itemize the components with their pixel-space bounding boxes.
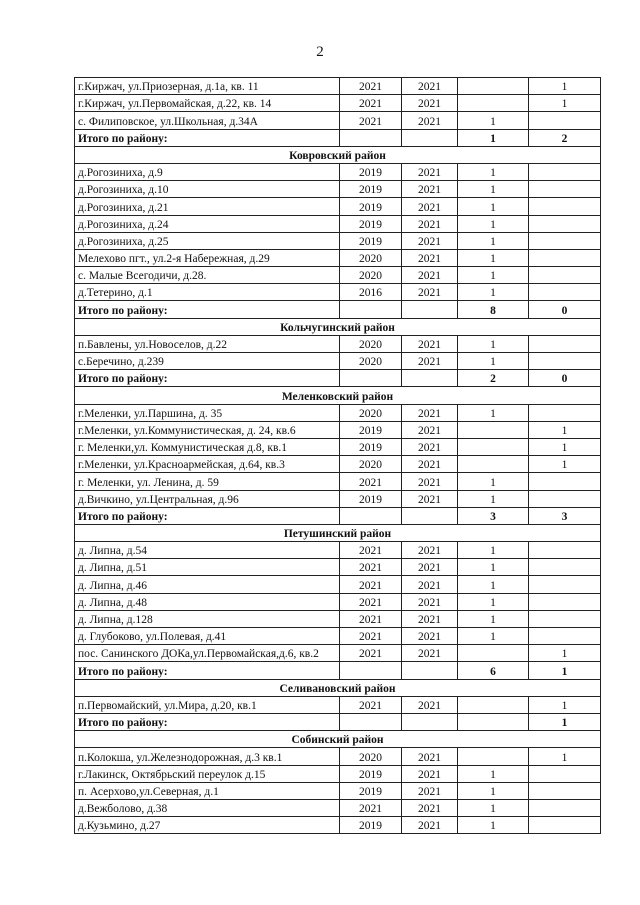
empty-cell <box>402 370 458 387</box>
year-cell: 2021 <box>402 267 458 284</box>
table-body <box>75 78 601 834</box>
address-cell: пос. Санинского ДОКа,ул.Первомайская,д.6, кв.2 <box>75 645 340 662</box>
count-a-cell: 1 <box>458 404 529 421</box>
district-name: Селивановский район <box>75 679 601 696</box>
year-cell: 2019 <box>340 232 402 249</box>
address-cell: д.Кузьмино, д.27 <box>75 817 340 834</box>
table-row <box>75 696 601 713</box>
district-header-row <box>75 387 601 404</box>
count-a-cell: 1 <box>458 473 529 490</box>
address-cell: с.Беречино, д.239 <box>75 353 340 370</box>
district-total-row <box>75 301 601 318</box>
year-cell: 2021 <box>402 645 458 662</box>
year-cell: 2021 <box>340 696 402 713</box>
year-cell: 2021 <box>340 628 402 645</box>
total-count-a: 6 <box>458 662 529 679</box>
table-row <box>75 576 601 593</box>
empty-cell <box>402 713 458 730</box>
table-row <box>75 628 601 645</box>
empty-cell <box>402 129 458 146</box>
year-cell: 2021 <box>402 782 458 799</box>
count-b-cell <box>529 542 601 559</box>
count-b-cell <box>529 112 601 129</box>
year-cell: 2021 <box>340 112 402 129</box>
count-b-cell <box>529 353 601 370</box>
year-cell: 2021 <box>402 765 458 782</box>
count-a-cell <box>458 95 529 112</box>
year-cell: 2019 <box>340 765 402 782</box>
year-cell: 2021 <box>402 473 458 490</box>
address-cell: д.Вежболово, д.38 <box>75 799 340 816</box>
year-cell: 2021 <box>402 610 458 627</box>
empty-cell <box>340 370 402 387</box>
year-cell: 2019 <box>340 817 402 834</box>
year-cell: 2021 <box>340 593 402 610</box>
year-cell: 2021 <box>402 748 458 765</box>
year-cell: 2021 <box>402 593 458 610</box>
empty-cell <box>402 301 458 318</box>
year-cell: 2021 <box>340 799 402 816</box>
address-cell: г.Меленки, ул.Красноармейская, д.64, кв.3 <box>75 456 340 473</box>
year-cell: 2021 <box>402 335 458 352</box>
total-count-a <box>458 713 529 730</box>
table-row <box>75 593 601 610</box>
count-b-cell <box>529 163 601 180</box>
total-count-b: 0 <box>529 301 601 318</box>
count-b-cell: 1 <box>529 95 601 112</box>
year-cell: 2021 <box>402 198 458 215</box>
table-row <box>75 490 601 507</box>
year-cell: 2021 <box>402 542 458 559</box>
table-row <box>75 610 601 627</box>
address-cell: д.Рогозиниха, д.9 <box>75 163 340 180</box>
year-cell: 2021 <box>402 421 458 438</box>
year-cell: 2021 <box>402 438 458 455</box>
count-b-cell <box>529 267 601 284</box>
count-a-cell: 1 <box>458 112 529 129</box>
year-cell: 2019 <box>340 438 402 455</box>
table-row <box>75 284 601 301</box>
district-total-row <box>75 370 601 387</box>
count-b-cell: 1 <box>529 456 601 473</box>
address-cell: п.Бавлены, ул.Новоселов, д.22 <box>75 335 340 352</box>
table-row <box>75 112 601 129</box>
count-a-cell <box>458 421 529 438</box>
address-cell: д.Рогозиниха, д.24 <box>75 215 340 232</box>
count-a-cell <box>458 78 529 95</box>
count-a-cell: 1 <box>458 284 529 301</box>
table-row <box>75 78 601 95</box>
table-row <box>75 645 601 662</box>
count-b-cell <box>529 799 601 816</box>
year-cell: 2021 <box>340 559 402 576</box>
empty-cell <box>340 129 402 146</box>
year-cell: 2021 <box>402 181 458 198</box>
year-cell: 2020 <box>340 267 402 284</box>
address-cell: г.Киржач, ул.Приозерная, д.1а, кв. 11 <box>75 78 340 95</box>
count-b-cell <box>529 765 601 782</box>
district-name: Кольчугинский район <box>75 318 601 335</box>
address-cell: п.Первомайский, ул.Мира, д.20, кв.1 <box>75 696 340 713</box>
count-a-cell: 1 <box>458 782 529 799</box>
year-cell: 2021 <box>402 490 458 507</box>
count-b-cell: 1 <box>529 438 601 455</box>
count-a-cell: 1 <box>458 576 529 593</box>
total-label: Итого по району: <box>75 507 340 524</box>
table-row <box>75 267 601 284</box>
address-cell: д. Липна, д.48 <box>75 593 340 610</box>
year-cell: 2021 <box>402 559 458 576</box>
district-header-row <box>75 318 601 335</box>
count-a-cell: 1 <box>458 817 529 834</box>
year-cell: 2021 <box>402 249 458 266</box>
address-cell: Мелехово пгт., ул.2-я Набережная, д.29 <box>75 249 340 266</box>
count-a-cell: 1 <box>458 799 529 816</box>
district-total-row <box>75 507 601 524</box>
empty-cell <box>340 507 402 524</box>
count-b-cell <box>529 610 601 627</box>
year-cell: 2019 <box>340 163 402 180</box>
total-count-a: 2 <box>458 370 529 387</box>
count-b-cell <box>529 404 601 421</box>
page-number: 2 <box>316 44 324 60</box>
count-b-cell: 1 <box>529 645 601 662</box>
count-a-cell: 1 <box>458 610 529 627</box>
year-cell: 2021 <box>402 404 458 421</box>
address-cell: д.Рогозиниха, д.25 <box>75 232 340 249</box>
address-cell: д.Вичкино, ул.Центральная, д.96 <box>75 490 340 507</box>
total-count-b: 1 <box>529 662 601 679</box>
year-cell: 2021 <box>402 353 458 370</box>
count-a-cell: 1 <box>458 163 529 180</box>
empty-cell <box>340 662 402 679</box>
total-label: Итого по району: <box>75 370 340 387</box>
count-a-cell: 1 <box>458 353 529 370</box>
district-name: Собинский район <box>75 731 601 748</box>
count-a-cell <box>458 645 529 662</box>
count-a-cell <box>458 696 529 713</box>
table-row <box>75 542 601 559</box>
count-a-cell <box>458 456 529 473</box>
year-cell: 2021 <box>402 232 458 249</box>
table-row <box>75 559 601 576</box>
table-row <box>75 404 601 421</box>
table-row <box>75 748 601 765</box>
address-cell: д. Липна, д.128 <box>75 610 340 627</box>
empty-cell <box>340 301 402 318</box>
address-cell: д. Липна, д.54 <box>75 542 340 559</box>
district-name: Меленковский район <box>75 387 601 404</box>
count-b-cell <box>529 284 601 301</box>
total-count-a: 8 <box>458 301 529 318</box>
count-b-cell <box>529 249 601 266</box>
year-cell: 2020 <box>340 456 402 473</box>
year-cell: 2021 <box>402 696 458 713</box>
year-cell: 2019 <box>340 490 402 507</box>
count-b-cell <box>529 559 601 576</box>
address-cell: г.Меленки, ул.Паршина, д. 35 <box>75 404 340 421</box>
total-label: Итого по району: <box>75 713 340 730</box>
address-cell: г.Киржач, ул.Первомайская, д.22, кв. 14 <box>75 95 340 112</box>
year-cell: 2021 <box>402 95 458 112</box>
table-row <box>75 198 601 215</box>
year-cell: 2019 <box>340 181 402 198</box>
year-cell: 2019 <box>340 215 402 232</box>
count-b-cell: 1 <box>529 748 601 765</box>
address-cell: г.Лакинск, Октябрьский переулок д.15 <box>75 765 340 782</box>
count-a-cell <box>458 748 529 765</box>
address-cell: г.Меленки, ул.Коммунистическая, д. 24, кв.6 <box>75 421 340 438</box>
district-total-row <box>75 129 601 146</box>
count-b-cell <box>529 593 601 610</box>
table-row <box>75 353 601 370</box>
count-b-cell <box>529 817 601 834</box>
count-a-cell: 1 <box>458 181 529 198</box>
count-b-cell <box>529 335 601 352</box>
count-a-cell: 1 <box>458 232 529 249</box>
year-cell: 2016 <box>340 284 402 301</box>
count-a-cell: 1 <box>458 593 529 610</box>
total-count-b: 3 <box>529 507 601 524</box>
district-total-row <box>75 713 601 730</box>
empty-cell <box>402 507 458 524</box>
count-b-cell <box>529 490 601 507</box>
table-row <box>75 249 601 266</box>
year-cell: 2021 <box>402 456 458 473</box>
table-row <box>75 421 601 438</box>
address-cell: с. Малые Всегодичи, д.28. <box>75 267 340 284</box>
table-row <box>75 765 601 782</box>
total-count-a: 1 <box>458 129 529 146</box>
table-row <box>75 163 601 180</box>
year-cell: 2019 <box>340 421 402 438</box>
count-b-cell <box>529 181 601 198</box>
address-cell: д. Липна, д.46 <box>75 576 340 593</box>
year-cell: 2021 <box>340 95 402 112</box>
year-cell: 2021 <box>402 78 458 95</box>
year-cell: 2019 <box>340 198 402 215</box>
year-cell: 2021 <box>402 215 458 232</box>
table-row <box>75 456 601 473</box>
table-row <box>75 438 601 455</box>
count-a-cell: 1 <box>458 215 529 232</box>
year-cell: 2021 <box>340 576 402 593</box>
table-row <box>75 799 601 816</box>
district-header-row <box>75 524 601 541</box>
count-b-cell: 1 <box>529 78 601 95</box>
count-b-cell <box>529 628 601 645</box>
table-row <box>75 782 601 799</box>
count-b-cell: 1 <box>529 421 601 438</box>
district-total-row <box>75 662 601 679</box>
total-count-a: 3 <box>458 507 529 524</box>
total-label: Итого по району: <box>75 662 340 679</box>
table-row <box>75 95 601 112</box>
year-cell: 2021 <box>340 645 402 662</box>
year-cell: 2021 <box>402 817 458 834</box>
year-cell: 2021 <box>402 628 458 645</box>
district-header-row <box>75 731 601 748</box>
year-cell: 2021 <box>402 163 458 180</box>
empty-cell <box>340 713 402 730</box>
total-count-b: 0 <box>529 370 601 387</box>
count-a-cell: 1 <box>458 542 529 559</box>
year-cell: 2021 <box>402 112 458 129</box>
address-cell: д.Рогозиниха, д.10 <box>75 181 340 198</box>
count-b-cell <box>529 215 601 232</box>
count-a-cell: 1 <box>458 198 529 215</box>
count-a-cell: 1 <box>458 249 529 266</box>
count-a-cell: 1 <box>458 335 529 352</box>
year-cell: 2020 <box>340 404 402 421</box>
housing-table <box>74 77 601 834</box>
year-cell: 2021 <box>340 78 402 95</box>
empty-cell <box>402 662 458 679</box>
table-row <box>75 181 601 198</box>
year-cell: 2020 <box>340 748 402 765</box>
count-a-cell: 1 <box>458 765 529 782</box>
address-cell: п.Колокша, ул.Железнодорожная, д.3 кв.1 <box>75 748 340 765</box>
count-b-cell <box>529 576 601 593</box>
address-cell: г. Меленки,ул. Коммунистическая д.8, кв.1 <box>75 438 340 455</box>
count-b-cell <box>529 782 601 799</box>
table-row <box>75 215 601 232</box>
year-cell: 2020 <box>340 335 402 352</box>
total-label: Итого по району: <box>75 129 340 146</box>
count-a-cell: 1 <box>458 490 529 507</box>
count-a-cell <box>458 438 529 455</box>
year-cell: 2021 <box>402 576 458 593</box>
district-header-row <box>75 679 601 696</box>
table-row <box>75 817 601 834</box>
address-cell: д.Рогозиниха, д.21 <box>75 198 340 215</box>
district-name: Ковровский район <box>75 146 601 163</box>
count-a-cell: 1 <box>458 628 529 645</box>
address-cell: д.Тетерино, д.1 <box>75 284 340 301</box>
count-b-cell: 1 <box>529 696 601 713</box>
address-cell: с. Филиповское, ул.Школьная, д.34А <box>75 112 340 129</box>
year-cell: 2021 <box>340 542 402 559</box>
count-a-cell: 1 <box>458 559 529 576</box>
address-cell: п. Асерхово,ул.Северная, д.1 <box>75 782 340 799</box>
total-count-b: 2 <box>529 129 601 146</box>
district-header-row <box>75 146 601 163</box>
table-row <box>75 473 601 490</box>
year-cell: 2021 <box>402 284 458 301</box>
total-label: Итого по району: <box>75 301 340 318</box>
year-cell: 2021 <box>340 473 402 490</box>
district-name: Петушинский район <box>75 524 601 541</box>
count-b-cell <box>529 198 601 215</box>
count-b-cell <box>529 232 601 249</box>
table-row <box>75 335 601 352</box>
count-a-cell: 1 <box>458 267 529 284</box>
address-cell: д. Липна, д.51 <box>75 559 340 576</box>
table-row <box>75 232 601 249</box>
address-cell: г. Меленки, ул. Ленина, д. 59 <box>75 473 340 490</box>
year-cell: 2019 <box>340 782 402 799</box>
year-cell: 2020 <box>340 249 402 266</box>
count-b-cell <box>529 473 601 490</box>
year-cell: 2021 <box>340 610 402 627</box>
year-cell: 2020 <box>340 353 402 370</box>
address-cell: д. Глубоково, ул.Полевая, д.41 <box>75 628 340 645</box>
total-count-b: 1 <box>529 713 601 730</box>
year-cell: 2021 <box>402 799 458 816</box>
